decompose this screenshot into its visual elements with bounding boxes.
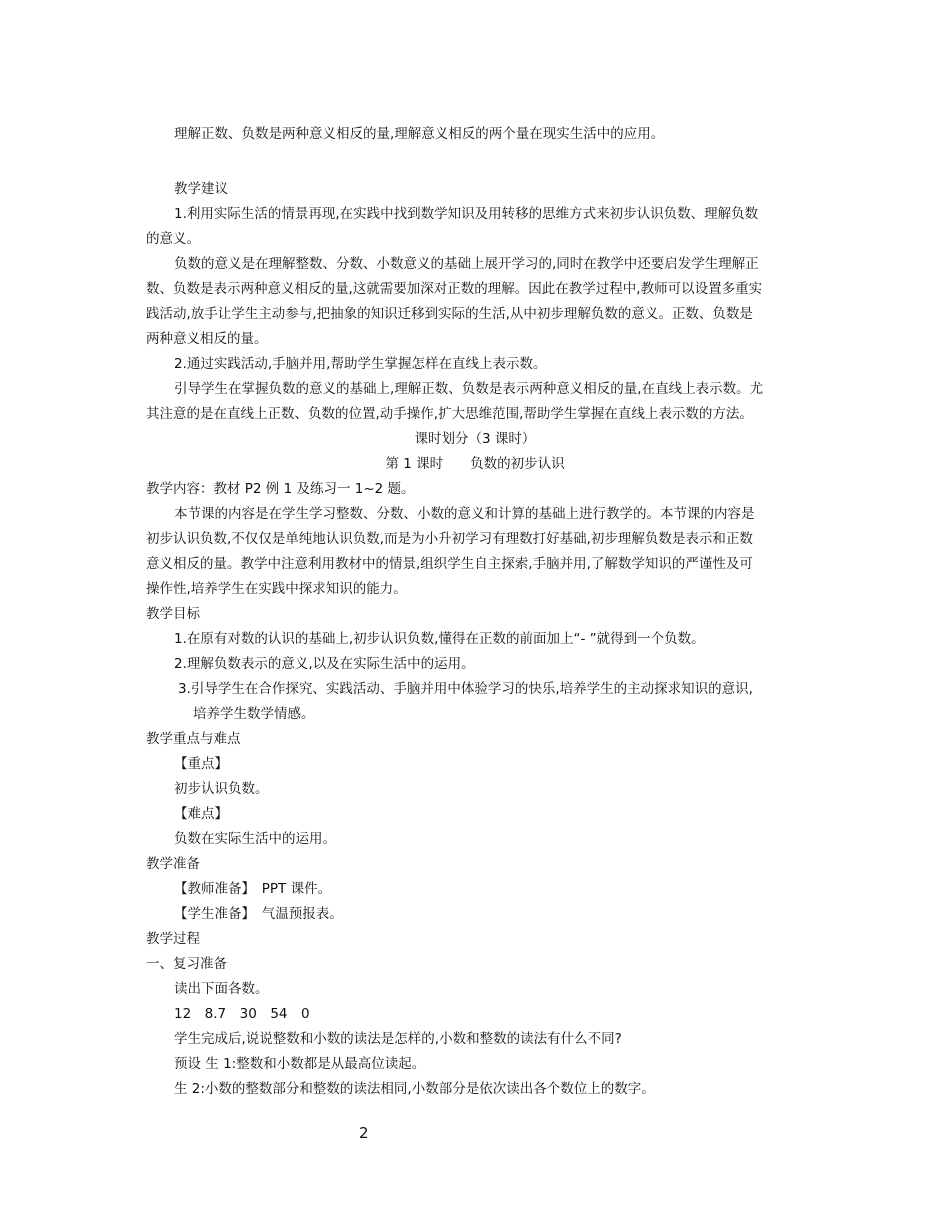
text-line: 2.理解负数表示的意义,以及在实际生活中的运用。 (174, 656, 475, 672)
text-line: 本节课的内容是在学生学习整数、分数、小数的意义和计算的基础上进行教学的。本节课的内容是 (174, 506, 755, 522)
text-line: 初步认识负数。 (174, 781, 269, 797)
text-line: 培养学生数学情感。 (193, 706, 315, 722)
text-line: 引导学生在掌握负数的意义的基础上,理解正数、负数是表示两种意义相反的量,在直线上表示数。尤 (174, 381, 764, 397)
section-heading: 教学重点与难点 (146, 731, 241, 747)
text-line: 理解正数、负数是两种意义相反的量,理解意义相反的两个量在现实生活中的应用。 (174, 126, 665, 142)
text-line: 预设 生 1:整数和小数都是从最高位读起。 (174, 1056, 426, 1072)
section-heading: 教学目标 (146, 606, 200, 622)
section-heading: 教学建议 (174, 181, 228, 197)
text-line: 践活动,放手让学生主动参与,把抽象的知识迁移到实际的生活,从中初步理解负数的意义。正数、负数是 (146, 306, 753, 322)
text-line: 【教师准备】 PPT 课件。 (174, 881, 332, 897)
text-line: 1.在原有对数的认识的基础上,初步认识负数,懂得在正数的前面加上“- ”就得到一个负数。 (174, 631, 705, 647)
text-line: 【学生准备】 气温预报表。 (174, 906, 343, 922)
text-line: 其注意的是在直线上正数、负数的位置,动手操作,扩大思维范围,帮助学生掌握在直线上表示数的方法。 (146, 406, 753, 422)
text-line: 初步认识负数,不仅仅是单纯地认识负数,而是为小升初学习有理数打好基础,初步理解负数是表示和正数 (146, 531, 753, 547)
section-title: 课时划分（3 课时） (414, 431, 536, 447)
text-line: 两种意义相反的量。 (146, 331, 268, 347)
text-line: 操作性,培养学生在实践中探求知识的能力。 (146, 581, 407, 597)
section-heading: 教学准备 (146, 856, 200, 872)
text-line: 一、复习准备 (146, 956, 227, 972)
text-line: 读出下面各数。 (174, 981, 269, 997)
section-heading: 教学过程 (146, 931, 200, 947)
text-line: 学生完成后,说说整数和小数的读法是怎样的,小数和整数的读法有什么不同? (174, 1031, 622, 1047)
text-line: 2.通过实践活动,手脑并用,帮助学生掌握怎样在直线上表示数。 (174, 356, 547, 372)
text-line: 意义相反的量。教学中注意利用教材中的情景,组织学生自主探索,手脑并用,了解数学知识的严谨性及可 (146, 556, 753, 572)
text-line: 【难点】 (174, 806, 228, 822)
text-line: 负数在实际生活中的运用。 (174, 831, 336, 847)
text-line: 【重点】 (174, 756, 228, 772)
lesson-title: 第 1 课时 负数的初步认识 (385, 456, 565, 472)
text-line: 的意义。 (146, 231, 200, 247)
text-line: 12 8.7 30 54 0 (174, 1006, 310, 1022)
text-line: 1.利用实际生活的情景再现,在实践中找到数学知识及用转移的思维方式来初步认识负数、理解负数 (174, 206, 759, 222)
text-line: 3.引导学生在合作探究、实践活动、手脑并用中体验学习的快乐,培养学生的主动探求知识的意识, (178, 681, 753, 697)
page-number: 2 (359, 1124, 369, 1142)
text-line: 生 2:小数的整数部分和整数的读法相同,小数部分是依次读出各个数位上的数字。 (174, 1081, 655, 1097)
text-line: 数、负数是表示两种意义相反的量,这就需要加深对正数的理解。因此在教学过程中,教师可以设置多重实 (146, 281, 763, 297)
text-line: 负数的意义是在理解整数、分数、小数意义的基础上展开学习的,同时在教学中还要启发学生理解正 (174, 256, 759, 272)
text-line: 教学内容：教材 P2 例 1 及练习一 1~2 题。 (146, 481, 415, 497)
